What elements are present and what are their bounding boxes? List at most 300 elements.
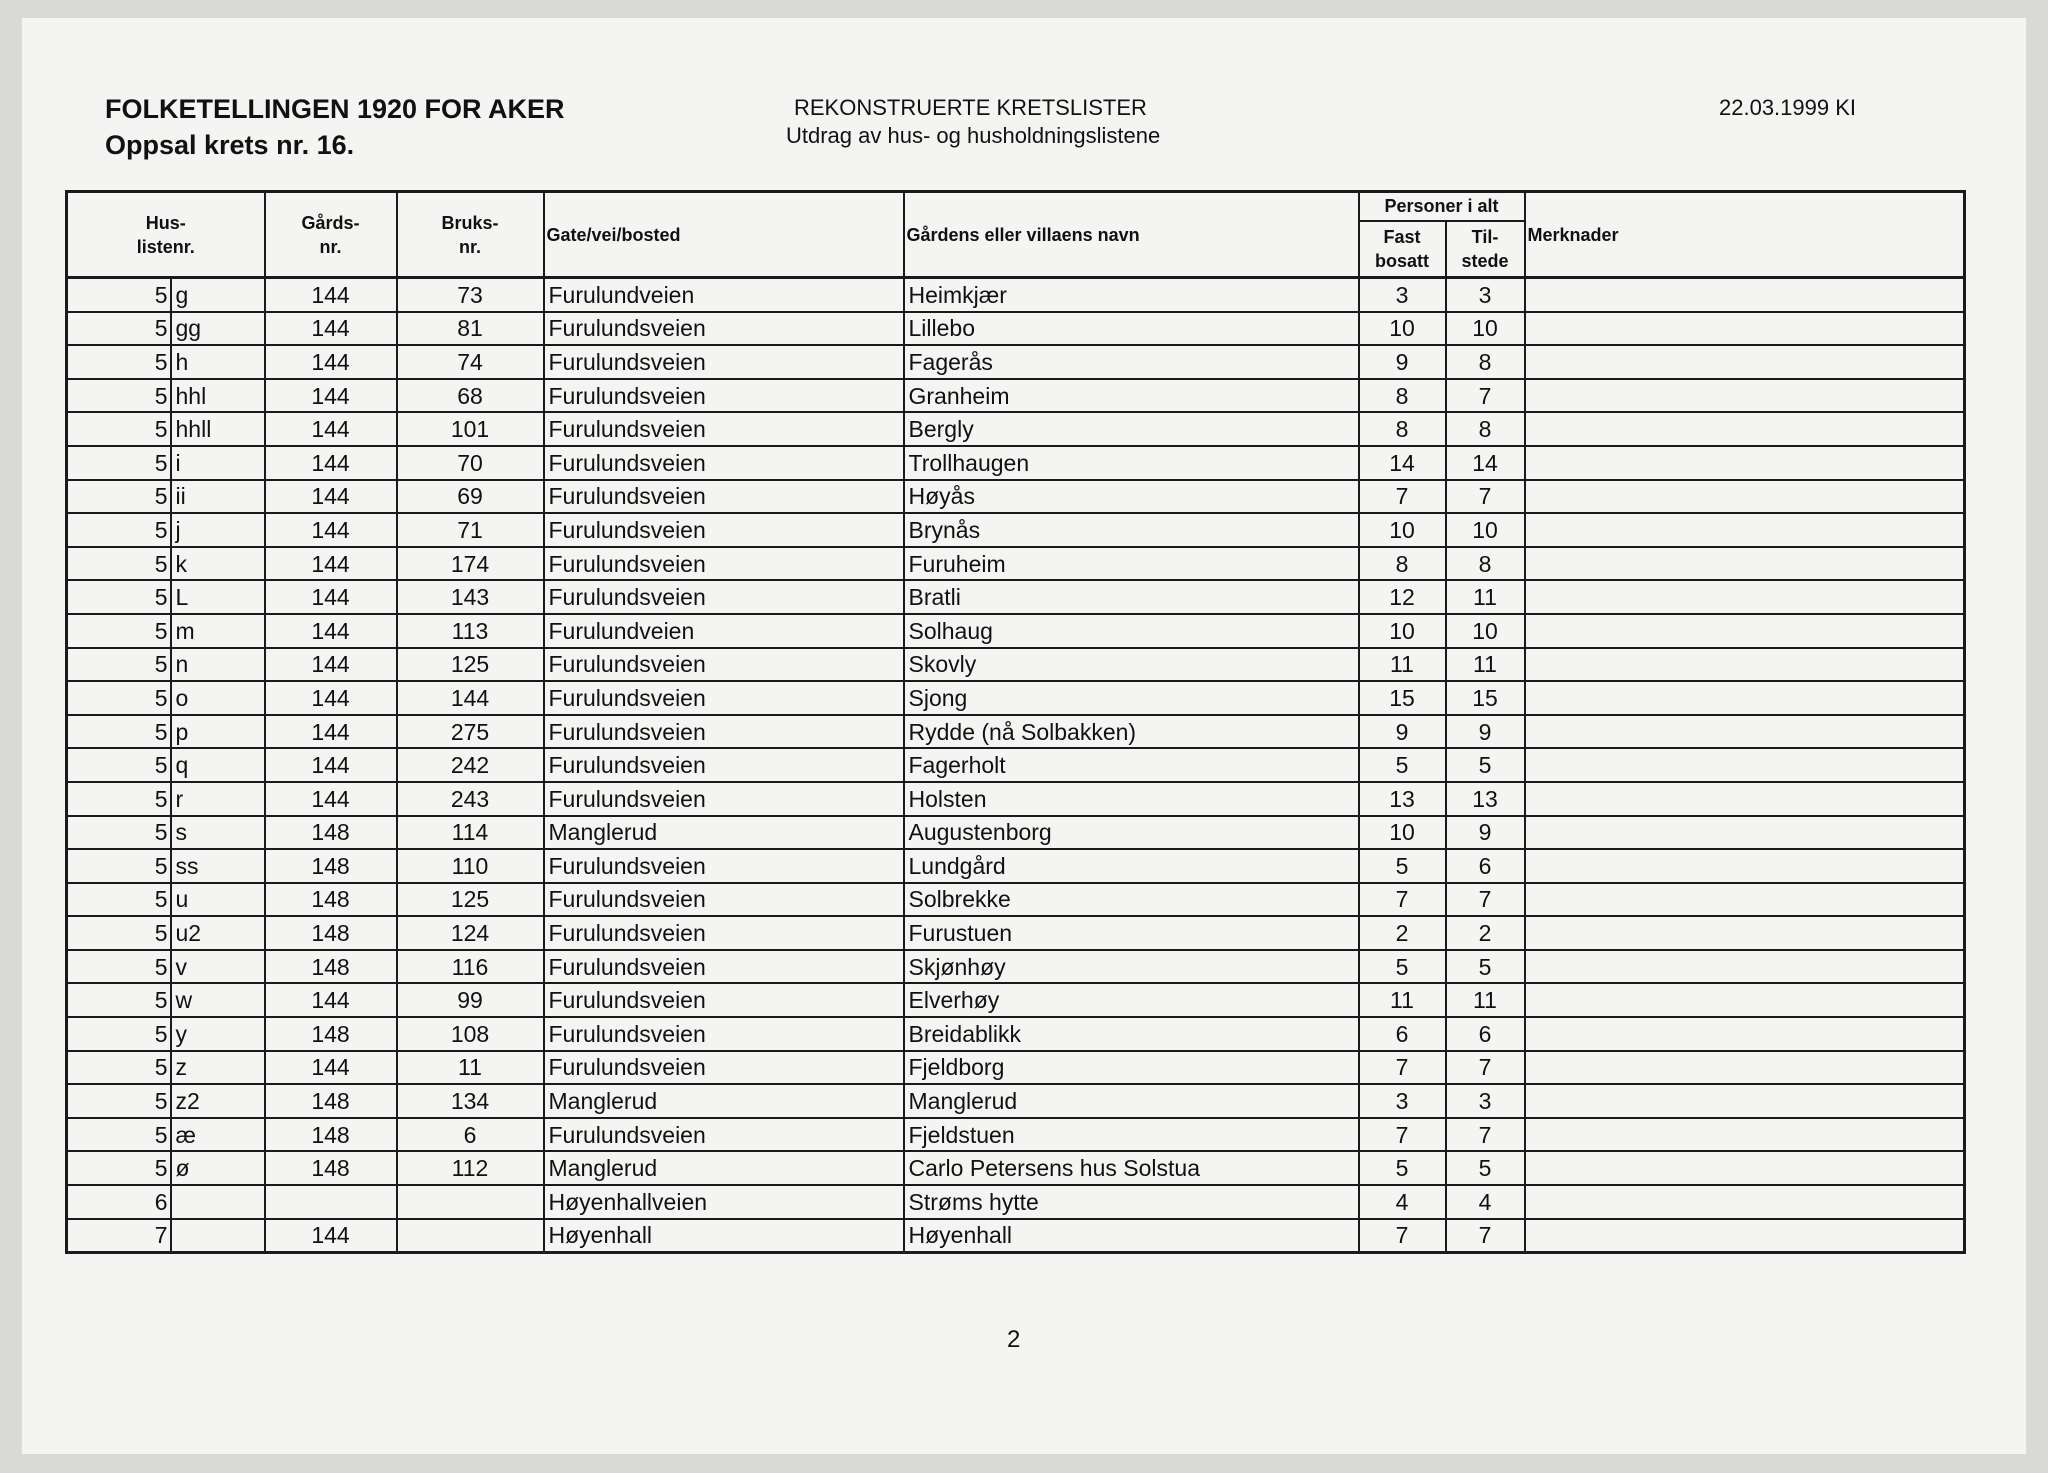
cell-bruks: 81 bbox=[397, 312, 544, 346]
cell-merknad bbox=[1525, 916, 1965, 950]
cell-gate: Furulundsveien bbox=[544, 883, 904, 917]
cell-bruks: 243 bbox=[397, 782, 544, 816]
cell-fast: 6 bbox=[1359, 1017, 1446, 1051]
cell-bruks: 114 bbox=[397, 816, 544, 850]
cell-navn: Elverhøy bbox=[904, 983, 1359, 1017]
table-row bbox=[67, 446, 1965, 480]
cell-fast: 14 bbox=[1359, 446, 1446, 480]
cell-gate: Høyenhall bbox=[544, 1219, 904, 1253]
cell-gate: Furulundsveien bbox=[544, 345, 904, 379]
cell-gards: 144 bbox=[265, 782, 397, 816]
cell-bruks: 71 bbox=[397, 513, 544, 547]
table-row bbox=[67, 1084, 1965, 1118]
cell-navn: Furustuen bbox=[904, 916, 1359, 950]
table-row bbox=[67, 547, 1965, 581]
cell-merknad bbox=[1525, 312, 1965, 346]
table-row bbox=[67, 1185, 1965, 1219]
cell-gards: 144 bbox=[265, 379, 397, 413]
cell-gards: 148 bbox=[265, 1017, 397, 1051]
cell-bruks: 108 bbox=[397, 1017, 544, 1051]
cell-gate: Furulundsveien bbox=[544, 1051, 904, 1085]
cell-suffix: gg bbox=[171, 312, 265, 346]
cell-til: 4 bbox=[1446, 1185, 1525, 1219]
cell-suffix: y bbox=[171, 1017, 265, 1051]
cell-suffix: z2 bbox=[171, 1084, 265, 1118]
cell-gate: Furulundsveien bbox=[544, 412, 904, 446]
cell-suffix: h bbox=[171, 345, 265, 379]
cell-gards: 148 bbox=[265, 883, 397, 917]
table-row bbox=[67, 345, 1965, 379]
cell-bruks: 124 bbox=[397, 916, 544, 950]
cell-navn: Strøms hytte bbox=[904, 1185, 1359, 1219]
cell-gards: 144 bbox=[265, 1051, 397, 1085]
cell-navn: Fagerås bbox=[904, 345, 1359, 379]
cell-fast: 4 bbox=[1359, 1185, 1446, 1219]
cell-suffix: j bbox=[171, 513, 265, 547]
cell-bruks: 6 bbox=[397, 1118, 544, 1152]
cell-bruks: 144 bbox=[397, 681, 544, 715]
table-header bbox=[67, 192, 1965, 278]
cell-hus: 5 bbox=[67, 849, 171, 883]
cell-til: 6 bbox=[1446, 1017, 1525, 1051]
document-date: 22.03.1999 KI bbox=[1719, 95, 1857, 120]
cell-suffix: s bbox=[171, 816, 265, 850]
cell-gards: 148 bbox=[265, 849, 397, 883]
cell-til: 8 bbox=[1446, 412, 1525, 446]
cell-fast: 9 bbox=[1359, 715, 1446, 749]
cell-til: 10 bbox=[1446, 614, 1525, 648]
cell-bruks: 116 bbox=[397, 950, 544, 984]
cell-gate: Furulundsveien bbox=[544, 849, 904, 883]
cell-gards: 144 bbox=[265, 513, 397, 547]
cell-gate: Furulundsveien bbox=[544, 950, 904, 984]
cell-bruks: 68 bbox=[397, 379, 544, 413]
cell-gate: Furulundsveien bbox=[544, 648, 904, 682]
cell-suffix: v bbox=[171, 950, 265, 984]
cell-gards: 148 bbox=[265, 1151, 397, 1185]
cell-gards: 148 bbox=[265, 1118, 397, 1152]
cell-hus: 5 bbox=[67, 950, 171, 984]
cell-gards bbox=[265, 1185, 397, 1219]
cell-merknad bbox=[1525, 1185, 1965, 1219]
cell-gate: Furulundsveien bbox=[544, 446, 904, 480]
cell-fast: 13 bbox=[1359, 782, 1446, 816]
cell-hus: 5 bbox=[67, 1017, 171, 1051]
cell-fast: 5 bbox=[1359, 748, 1446, 782]
cell-suffix: q bbox=[171, 748, 265, 782]
cell-gate: Høyenhallveien bbox=[544, 1185, 904, 1219]
cell-merknad bbox=[1525, 782, 1965, 816]
cell-merknad bbox=[1525, 345, 1965, 379]
cell-til: 14 bbox=[1446, 446, 1525, 480]
table-row bbox=[67, 782, 1965, 816]
cell-hus: 5 bbox=[67, 580, 171, 614]
cell-suffix: u2 bbox=[171, 916, 265, 950]
cell-til: 8 bbox=[1446, 547, 1525, 581]
table-row bbox=[67, 715, 1965, 749]
table-row bbox=[67, 883, 1965, 917]
cell-hus: 5 bbox=[67, 412, 171, 446]
cell-merknad bbox=[1525, 614, 1965, 648]
cell-navn: Høyenhall bbox=[904, 1219, 1359, 1253]
cell-merknad bbox=[1525, 547, 1965, 581]
cell-navn: Carlo Petersens hus Solstua bbox=[904, 1151, 1359, 1185]
cell-til: 9 bbox=[1446, 816, 1525, 850]
cell-til: 7 bbox=[1446, 379, 1525, 413]
cell-gate: Furulundsveien bbox=[544, 513, 904, 547]
cell-navn: Lillebo bbox=[904, 312, 1359, 346]
cell-navn: Granheim bbox=[904, 379, 1359, 413]
cell-fast: 9 bbox=[1359, 345, 1446, 379]
cell-gards: 148 bbox=[265, 1084, 397, 1118]
cell-navn: Bergly bbox=[904, 412, 1359, 446]
cell-bruks: 113 bbox=[397, 614, 544, 648]
cell-hus: 5 bbox=[67, 614, 171, 648]
cell-hus: 5 bbox=[67, 916, 171, 950]
cell-til: 11 bbox=[1446, 983, 1525, 1017]
cell-suffix: r bbox=[171, 782, 265, 816]
cell-hus: 5 bbox=[67, 681, 171, 715]
cell-navn: Skjønhøy bbox=[904, 950, 1359, 984]
cell-merknad bbox=[1525, 1051, 1965, 1085]
cell-fast: 7 bbox=[1359, 883, 1446, 917]
cell-suffix: k bbox=[171, 547, 265, 581]
cell-navn: Lundgård bbox=[904, 849, 1359, 883]
col-merknader: Merknader bbox=[1525, 192, 1965, 278]
cell-gate: Manglerud bbox=[544, 816, 904, 850]
cell-fast: 11 bbox=[1359, 983, 1446, 1017]
col-gate: Gate/vei/bosted bbox=[544, 192, 904, 278]
col-tilstede: Til- stede bbox=[1446, 221, 1525, 278]
cell-fast: 3 bbox=[1359, 1084, 1446, 1118]
col-bruksnr: Bruks- nr. bbox=[397, 192, 544, 278]
cell-bruks: 174 bbox=[397, 547, 544, 581]
table-row bbox=[67, 379, 1965, 413]
cell-til: 9 bbox=[1446, 715, 1525, 749]
cell-gate: Furulundsveien bbox=[544, 379, 904, 413]
cell-gards: 148 bbox=[265, 816, 397, 850]
cell-suffix: ii bbox=[171, 480, 265, 514]
cell-hus: 5 bbox=[67, 446, 171, 480]
table-row bbox=[67, 1151, 1965, 1185]
cell-hus: 7 bbox=[67, 1219, 171, 1253]
cell-gards: 144 bbox=[265, 648, 397, 682]
cell-bruks bbox=[397, 1219, 544, 1253]
cell-suffix: w bbox=[171, 983, 265, 1017]
cell-fast: 10 bbox=[1359, 312, 1446, 346]
cell-hus: 5 bbox=[67, 513, 171, 547]
cell-merknad bbox=[1525, 379, 1965, 413]
cell-merknad bbox=[1525, 816, 1965, 850]
cell-gate: Furulundsveien bbox=[544, 681, 904, 715]
cell-til: 8 bbox=[1446, 345, 1525, 379]
cell-suffix: p bbox=[171, 715, 265, 749]
cell-navn: Fjeldborg bbox=[904, 1051, 1359, 1085]
cell-til: 6 bbox=[1446, 849, 1525, 883]
cell-merknad bbox=[1525, 1084, 1965, 1118]
cell-til: 3 bbox=[1446, 278, 1525, 312]
cell-navn: Solhaug bbox=[904, 614, 1359, 648]
cell-bruks: 112 bbox=[397, 1151, 544, 1185]
table-row bbox=[67, 681, 1965, 715]
table-row bbox=[67, 614, 1965, 648]
cell-merknad bbox=[1525, 849, 1965, 883]
cell-navn: Manglerud bbox=[904, 1084, 1359, 1118]
cell-gards: 144 bbox=[265, 681, 397, 715]
cell-merknad bbox=[1525, 748, 1965, 782]
cell-hus: 6 bbox=[67, 1185, 171, 1219]
table-row bbox=[67, 1051, 1965, 1085]
cell-fast: 5 bbox=[1359, 1151, 1446, 1185]
cell-merknad bbox=[1525, 1017, 1965, 1051]
cell-fast: 8 bbox=[1359, 412, 1446, 446]
cell-merknad bbox=[1525, 950, 1965, 984]
census-table bbox=[65, 190, 1966, 1254]
cell-merknad bbox=[1525, 715, 1965, 749]
cell-bruks: 242 bbox=[397, 748, 544, 782]
cell-suffix: L bbox=[171, 580, 265, 614]
cell-gate: Furulundsveien bbox=[544, 1118, 904, 1152]
cell-merknad bbox=[1525, 648, 1965, 682]
cell-bruks: 11 bbox=[397, 1051, 544, 1085]
cell-gate: Furulundsveien bbox=[544, 782, 904, 816]
cell-gards: 144 bbox=[265, 983, 397, 1017]
cell-gate: Furulundveien bbox=[544, 614, 904, 648]
table-row bbox=[67, 513, 1965, 547]
cell-gards: 144 bbox=[265, 480, 397, 514]
cell-merknad bbox=[1525, 513, 1965, 547]
cell-bruks: 125 bbox=[397, 648, 544, 682]
cell-navn: Fagerholt bbox=[904, 748, 1359, 782]
cell-til: 7 bbox=[1446, 883, 1525, 917]
cell-navn: Trollhaugen bbox=[904, 446, 1359, 480]
cell-navn: Holsten bbox=[904, 782, 1359, 816]
center-subheading: Utdrag av hus- og husholdningslistene bbox=[786, 123, 1161, 148]
cell-hus: 5 bbox=[67, 816, 171, 850]
col-huslistenr: Hus- listenr. bbox=[67, 192, 265, 278]
cell-hus: 5 bbox=[67, 1051, 171, 1085]
cell-til: 15 bbox=[1446, 681, 1525, 715]
col-fast-bosatt: Fast bosatt bbox=[1359, 221, 1446, 278]
col-personer: Personer i alt bbox=[1359, 192, 1525, 221]
cell-bruks: 73 bbox=[397, 278, 544, 312]
cell-merknad bbox=[1525, 1219, 1965, 1253]
cell-til: 5 bbox=[1446, 950, 1525, 984]
cell-suffix: hhl bbox=[171, 379, 265, 413]
cell-til: 5 bbox=[1446, 1151, 1525, 1185]
cell-merknad bbox=[1525, 446, 1965, 480]
cell-suffix: u bbox=[171, 883, 265, 917]
cell-suffix: z bbox=[171, 1051, 265, 1085]
table-row bbox=[67, 648, 1965, 682]
table-row bbox=[67, 580, 1965, 614]
cell-hus: 5 bbox=[67, 648, 171, 682]
cell-gards: 144 bbox=[265, 412, 397, 446]
table-row bbox=[67, 816, 1965, 850]
cell-fast: 10 bbox=[1359, 614, 1446, 648]
cell-fast: 7 bbox=[1359, 1051, 1446, 1085]
table-row bbox=[67, 1017, 1965, 1051]
cell-hus: 5 bbox=[67, 547, 171, 581]
table-row bbox=[67, 480, 1965, 514]
cell-navn: Brynås bbox=[904, 513, 1359, 547]
center-heading: REKONSTRUERTE KRETSLISTER bbox=[794, 95, 1147, 120]
col-navn: Gårdens eller villaens navn bbox=[904, 192, 1359, 278]
cell-hus: 5 bbox=[67, 715, 171, 749]
cell-gards: 144 bbox=[265, 547, 397, 581]
cell-gate: Furulundsveien bbox=[544, 312, 904, 346]
cell-gate: Furulundsveien bbox=[544, 580, 904, 614]
cell-merknad bbox=[1525, 480, 1965, 514]
cell-suffix: g bbox=[171, 278, 265, 312]
cell-bruks: 101 bbox=[397, 412, 544, 446]
cell-fast: 7 bbox=[1359, 1219, 1446, 1253]
cell-gards: 144 bbox=[265, 312, 397, 346]
table-row bbox=[67, 278, 1965, 312]
cell-gate: Furulundsveien bbox=[544, 1017, 904, 1051]
cell-til: 11 bbox=[1446, 648, 1525, 682]
cell-merknad bbox=[1525, 983, 1965, 1017]
cell-merknad bbox=[1525, 580, 1965, 614]
cell-navn: Fjeldstuen bbox=[904, 1118, 1359, 1152]
table-row bbox=[67, 916, 1965, 950]
table-row bbox=[67, 849, 1965, 883]
page-number: 2 bbox=[1007, 1326, 1021, 1353]
cell-navn: Furuheim bbox=[904, 547, 1359, 581]
cell-til: 11 bbox=[1446, 580, 1525, 614]
cell-suffix: o bbox=[171, 681, 265, 715]
table-row bbox=[67, 1118, 1965, 1152]
cell-suffix: ss bbox=[171, 849, 265, 883]
document-subtitle: Oppsal krets nr. 16. bbox=[105, 130, 355, 160]
cell-suffix: n bbox=[171, 648, 265, 682]
cell-gards: 148 bbox=[265, 916, 397, 950]
cell-til: 7 bbox=[1446, 1051, 1525, 1085]
cell-hus: 5 bbox=[67, 1151, 171, 1185]
cell-fast: 10 bbox=[1359, 816, 1446, 850]
cell-gate: Furulundsveien bbox=[544, 480, 904, 514]
cell-bruks: 143 bbox=[397, 580, 544, 614]
cell-merknad bbox=[1525, 412, 1965, 446]
cell-hus: 5 bbox=[67, 1084, 171, 1118]
cell-gards: 144 bbox=[265, 446, 397, 480]
table-row bbox=[67, 1219, 1965, 1253]
cell-fast: 12 bbox=[1359, 580, 1446, 614]
cell-gate: Manglerud bbox=[544, 1084, 904, 1118]
cell-bruks: 275 bbox=[397, 715, 544, 749]
cell-til: 7 bbox=[1446, 1118, 1525, 1152]
table-body bbox=[67, 278, 1965, 1253]
cell-gate: Furulundsveien bbox=[544, 983, 904, 1017]
cell-bruks: 74 bbox=[397, 345, 544, 379]
cell-gate: Manglerud bbox=[544, 1151, 904, 1185]
cell-gards: 144 bbox=[265, 748, 397, 782]
cell-gate: Furulundsveien bbox=[544, 916, 904, 950]
cell-til: 10 bbox=[1446, 312, 1525, 346]
col-gardsnr: Gårds- nr. bbox=[265, 192, 397, 278]
cell-fast: 5 bbox=[1359, 849, 1446, 883]
cell-merknad bbox=[1525, 1151, 1965, 1185]
document-title: FOLKETELLINGEN 1920 FOR AKER bbox=[105, 94, 565, 124]
cell-gate: Furulundsveien bbox=[544, 715, 904, 749]
cell-navn: Bratli bbox=[904, 580, 1359, 614]
cell-fast: 8 bbox=[1359, 379, 1446, 413]
cell-bruks: 134 bbox=[397, 1084, 544, 1118]
cell-suffix bbox=[171, 1185, 265, 1219]
cell-navn: Breidablikk bbox=[904, 1017, 1359, 1051]
cell-merknad bbox=[1525, 1118, 1965, 1152]
cell-til: 5 bbox=[1446, 748, 1525, 782]
cell-gards: 144 bbox=[265, 614, 397, 648]
cell-fast: 3 bbox=[1359, 278, 1446, 312]
cell-merknad bbox=[1525, 278, 1965, 312]
cell-navn: Heimkjær bbox=[904, 278, 1359, 312]
cell-suffix: m bbox=[171, 614, 265, 648]
cell-hus: 5 bbox=[67, 480, 171, 514]
cell-bruks: 69 bbox=[397, 480, 544, 514]
cell-gards: 144 bbox=[265, 1219, 397, 1253]
cell-merknad bbox=[1525, 681, 1965, 715]
cell-hus: 5 bbox=[67, 345, 171, 379]
cell-bruks: 110 bbox=[397, 849, 544, 883]
cell-til: 13 bbox=[1446, 782, 1525, 816]
cell-gards: 144 bbox=[265, 580, 397, 614]
cell-hus: 5 bbox=[67, 1118, 171, 1152]
cell-til: 3 bbox=[1446, 1084, 1525, 1118]
cell-hus: 5 bbox=[67, 379, 171, 413]
table-row bbox=[67, 748, 1965, 782]
cell-suffix: æ bbox=[171, 1118, 265, 1152]
cell-navn: Solbrekke bbox=[904, 883, 1359, 917]
table-row bbox=[67, 412, 1965, 446]
cell-hus: 5 bbox=[67, 782, 171, 816]
cell-fast: 7 bbox=[1359, 1118, 1446, 1152]
cell-navn: Skovly bbox=[904, 648, 1359, 682]
cell-fast: 11 bbox=[1359, 648, 1446, 682]
cell-bruks: 70 bbox=[397, 446, 544, 480]
cell-til: 7 bbox=[1446, 1219, 1525, 1253]
cell-navn: Rydde (nå Solbakken) bbox=[904, 715, 1359, 749]
cell-hus: 5 bbox=[67, 983, 171, 1017]
cell-hus: 5 bbox=[67, 748, 171, 782]
table-row bbox=[67, 312, 1965, 346]
cell-navn: Høyås bbox=[904, 480, 1359, 514]
cell-gards: 144 bbox=[265, 715, 397, 749]
cell-gate: Furulundsveien bbox=[544, 748, 904, 782]
cell-navn: Augustenborg bbox=[904, 816, 1359, 850]
cell-suffix: ø bbox=[171, 1151, 265, 1185]
cell-fast: 5 bbox=[1359, 950, 1446, 984]
cell-bruks bbox=[397, 1185, 544, 1219]
cell-bruks: 125 bbox=[397, 883, 544, 917]
cell-gate: Furulundveien bbox=[544, 278, 904, 312]
cell-hus: 5 bbox=[67, 883, 171, 917]
cell-hus: 5 bbox=[67, 278, 171, 312]
cell-suffix: i bbox=[171, 446, 265, 480]
cell-til: 7 bbox=[1446, 480, 1525, 514]
cell-suffix bbox=[171, 1219, 265, 1253]
cell-gards: 144 bbox=[265, 278, 397, 312]
cell-navn: Sjong bbox=[904, 681, 1359, 715]
cell-gate: Furulundsveien bbox=[544, 547, 904, 581]
cell-fast: 8 bbox=[1359, 547, 1446, 581]
cell-til: 10 bbox=[1446, 513, 1525, 547]
cell-hus: 5 bbox=[67, 312, 171, 346]
cell-til: 2 bbox=[1446, 916, 1525, 950]
cell-fast: 2 bbox=[1359, 916, 1446, 950]
cell-fast: 7 bbox=[1359, 480, 1446, 514]
cell-suffix: hhll bbox=[171, 412, 265, 446]
